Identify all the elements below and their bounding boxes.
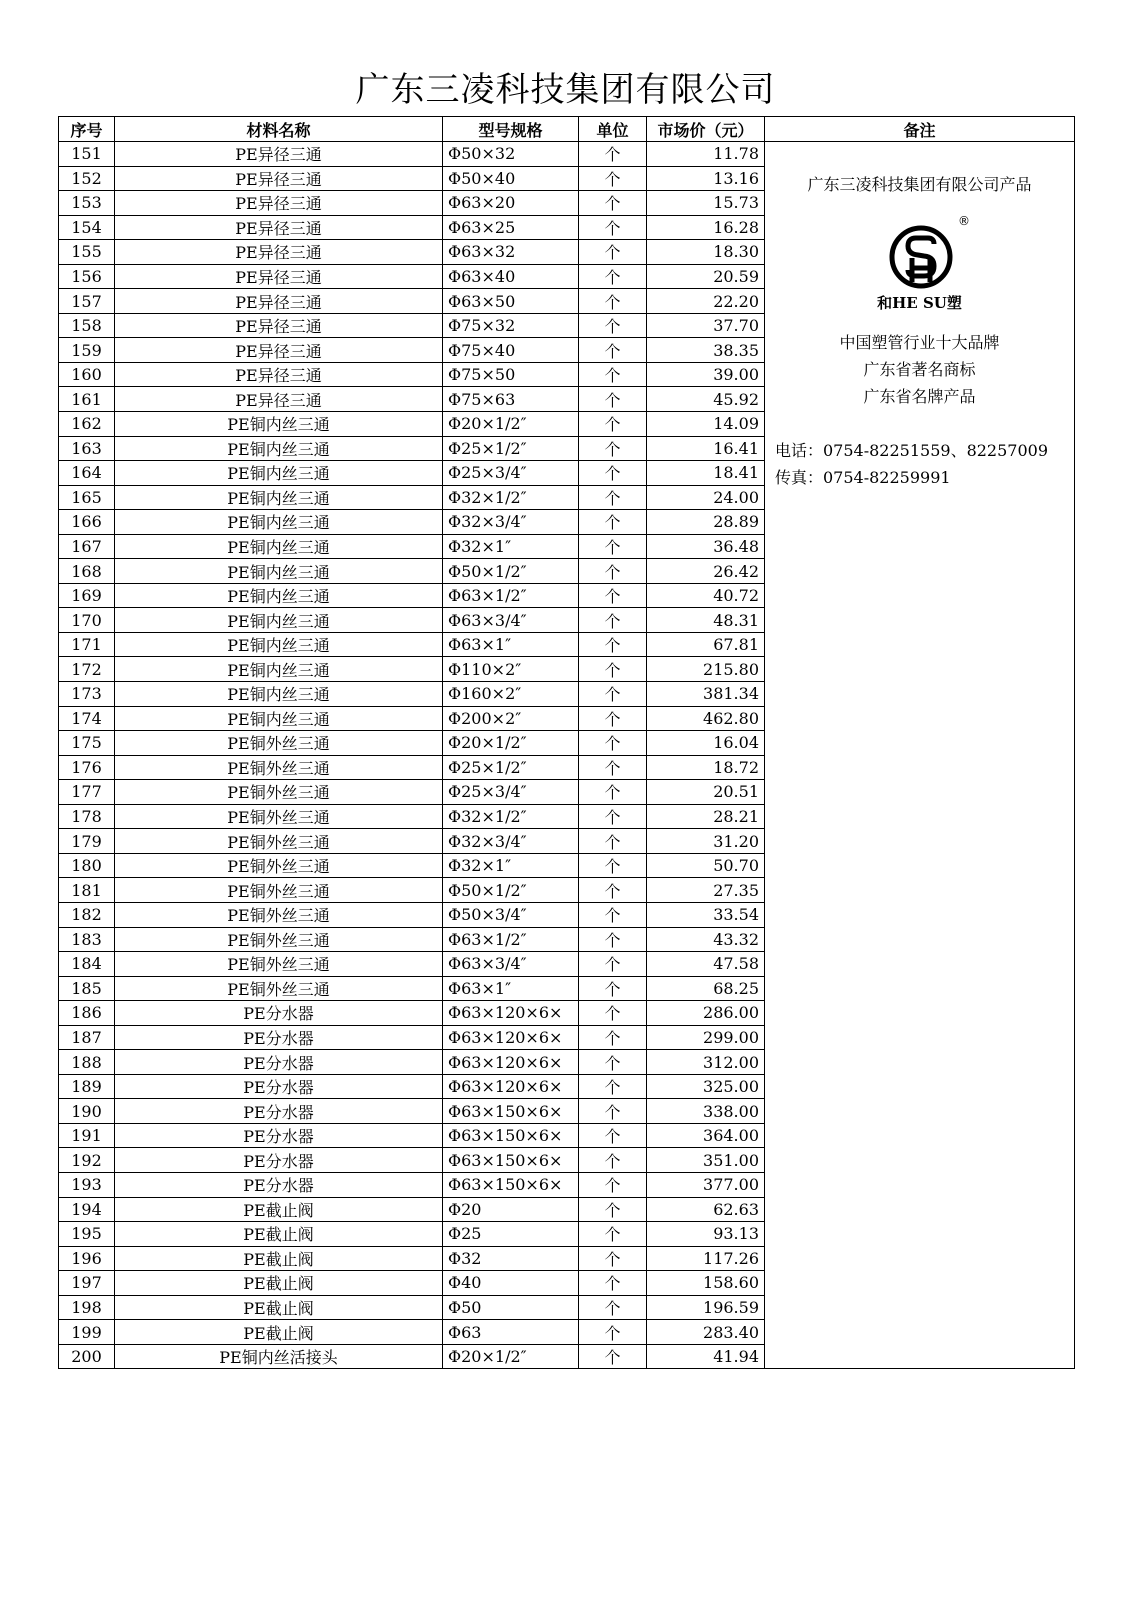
cell-name: PE异径三通	[115, 338, 443, 363]
cell-name: PE铜内丝三通	[115, 412, 443, 437]
cell-no: 161	[59, 387, 115, 412]
cell-name: PE异径三通	[115, 191, 443, 216]
cell-price: 15.73	[647, 191, 765, 216]
cell-unit: 个	[579, 731, 647, 756]
cell-no: 198	[59, 1295, 115, 1320]
cell-spec: Φ75×32	[443, 313, 579, 338]
cell-price: 27.35	[647, 878, 765, 903]
cell-name: PE分水器	[115, 1050, 443, 1075]
cell-no: 163	[59, 436, 115, 461]
cell-unit: 个	[579, 289, 647, 314]
cell-spec: Φ63×32	[443, 240, 579, 265]
cell-unit: 个	[579, 1025, 647, 1050]
cell-no: 197	[59, 1271, 115, 1296]
cell-unit: 个	[579, 436, 647, 461]
cell-no: 196	[59, 1246, 115, 1271]
cell-unit: 个	[579, 412, 647, 437]
cell-unit: 个	[579, 1099, 647, 1124]
cell-price: 37.70	[647, 313, 765, 338]
cell-spec: Φ20×1/2″	[443, 1344, 579, 1369]
cell-name: PE铜外丝三通	[115, 976, 443, 1001]
cell-price: 67.81	[647, 632, 765, 657]
cell-price: 338.00	[647, 1099, 765, 1124]
cell-spec: Φ32	[443, 1246, 579, 1271]
cell-no: 154	[59, 215, 115, 240]
cell-spec: Φ25×1/2″	[443, 436, 579, 461]
cell-no: 171	[59, 632, 115, 657]
cell-unit: 个	[579, 1197, 647, 1222]
cell-spec: Φ200×2″	[443, 706, 579, 731]
cell-spec: Φ75×50	[443, 362, 579, 387]
cell-no: 187	[59, 1025, 115, 1050]
cell-unit: 个	[579, 608, 647, 633]
cell-spec: Φ32×1/2″	[443, 485, 579, 510]
cell-name: PE异径三通	[115, 313, 443, 338]
cell-unit: 个	[579, 1246, 647, 1271]
cell-name: PE分水器	[115, 1172, 443, 1197]
cell-no: 176	[59, 755, 115, 780]
cell-unit: 个	[579, 1172, 647, 1197]
header-unit: 单位	[579, 117, 647, 142]
cell-name: PE铜外丝三通	[115, 902, 443, 927]
cell-no: 199	[59, 1320, 115, 1345]
remarks-fax: 传真：0754-82259991	[775, 468, 951, 487]
remarks-phone: 电话：0754-82251559、82257009	[775, 441, 1049, 460]
cell-no: 181	[59, 878, 115, 903]
cell-spec: Φ25×3/4″	[443, 461, 579, 486]
cell-unit: 个	[579, 1001, 647, 1026]
cell-price: 62.63	[647, 1197, 765, 1222]
cell-unit: 个	[579, 1295, 647, 1320]
cell-price: 28.21	[647, 804, 765, 829]
cell-no: 183	[59, 927, 115, 952]
cell-name: PE铜内丝三通	[115, 583, 443, 608]
cell-no: 179	[59, 829, 115, 854]
cell-price: 41.94	[647, 1344, 765, 1369]
cell-unit: 个	[579, 559, 647, 584]
cell-spec: Φ20	[443, 1197, 579, 1222]
cell-unit: 个	[579, 853, 647, 878]
cell-no: 192	[59, 1148, 115, 1173]
cell-unit: 个	[579, 1074, 647, 1099]
cell-unit: 个	[579, 362, 647, 387]
cell-name: PE分水器	[115, 1123, 443, 1148]
cell-no: 158	[59, 313, 115, 338]
cell-unit: 个	[579, 1050, 647, 1075]
cell-price: 38.35	[647, 338, 765, 363]
cell-spec: Φ32×1″	[443, 534, 579, 559]
cell-no: 152	[59, 166, 115, 191]
cell-name: PE铜外丝三通	[115, 853, 443, 878]
cell-price: 40.72	[647, 583, 765, 608]
cell-price: 18.41	[647, 461, 765, 486]
cell-price: 50.70	[647, 853, 765, 878]
cell-price: 16.28	[647, 215, 765, 240]
cell-name: PE铜外丝三通	[115, 755, 443, 780]
cell-price: 286.00	[647, 1001, 765, 1026]
cell-unit: 个	[579, 902, 647, 927]
cell-price: 43.32	[647, 927, 765, 952]
cell-unit: 个	[579, 142, 647, 167]
cell-spec: Φ63×25	[443, 215, 579, 240]
cell-name: PE截止阀	[115, 1222, 443, 1247]
cell-name: PE铜内丝三通	[115, 534, 443, 559]
cell-spec: Φ63×1″	[443, 976, 579, 1001]
cell-price: 16.04	[647, 731, 765, 756]
cell-unit: 个	[579, 632, 647, 657]
cell-name: PE截止阀	[115, 1320, 443, 1345]
cell-unit: 个	[579, 1148, 647, 1173]
cell-price: 36.48	[647, 534, 765, 559]
cell-spec: Φ50×1/2″	[443, 559, 579, 584]
cell-spec: Φ20×1/2″	[443, 731, 579, 756]
cell-name: PE铜内丝三通	[115, 461, 443, 486]
cell-unit: 个	[579, 387, 647, 412]
cell-price: 462.80	[647, 706, 765, 731]
cell-spec: Φ63×120×6×	[443, 1025, 579, 1050]
cell-no: 169	[59, 583, 115, 608]
cell-name: PE铜内丝三通	[115, 682, 443, 707]
cell-spec: Φ63×1″	[443, 632, 579, 657]
cell-spec: Φ50×1/2″	[443, 878, 579, 903]
cell-spec: Φ75×63	[443, 387, 579, 412]
cell-price: 13.16	[647, 166, 765, 191]
cell-name: PE异径三通	[115, 387, 443, 412]
cell-name: PE铜内丝三通	[115, 485, 443, 510]
cell-price: 28.89	[647, 510, 765, 535]
cell-unit: 个	[579, 755, 647, 780]
cell-no: 170	[59, 608, 115, 633]
cell-unit: 个	[579, 878, 647, 903]
cell-no: 175	[59, 731, 115, 756]
cell-unit: 个	[579, 1123, 647, 1148]
cell-unit: 个	[579, 191, 647, 216]
cell-price: 196.59	[647, 1295, 765, 1320]
cell-price: 215.80	[647, 657, 765, 682]
cell-no: 156	[59, 264, 115, 289]
remarks-line-1: 中国塑管行业十大品牌	[839, 333, 1000, 352]
cell-spec: Φ50	[443, 1295, 579, 1320]
cell-name: PE分水器	[115, 1025, 443, 1050]
cell-no: 193	[59, 1172, 115, 1197]
cell-unit: 个	[579, 485, 647, 510]
cell-price: 31.20	[647, 829, 765, 854]
cell-unit: 个	[579, 264, 647, 289]
cell-name: PE铜外丝三通	[115, 731, 443, 756]
cell-name: PE铜内丝三通	[115, 608, 443, 633]
cell-spec: Φ50×3/4″	[443, 902, 579, 927]
header-remarks: 备注	[765, 117, 1075, 142]
cell-no: 194	[59, 1197, 115, 1222]
cell-unit: 个	[579, 1320, 647, 1345]
cell-spec: Φ63×50	[443, 289, 579, 314]
cell-spec: Φ63×1/2″	[443, 927, 579, 952]
cell-unit: 个	[579, 829, 647, 854]
cell-name: PE铜内丝三通	[115, 436, 443, 461]
cell-price: 312.00	[647, 1050, 765, 1075]
cell-unit: 个	[579, 534, 647, 559]
cell-spec: Φ20×1/2″	[443, 412, 579, 437]
cell-no: 185	[59, 976, 115, 1001]
cell-unit: 个	[579, 927, 647, 952]
cell-price: 33.54	[647, 902, 765, 927]
cell-no: 167	[59, 534, 115, 559]
cell-price: 47.58	[647, 952, 765, 977]
cell-spec: Φ32×3/4″	[443, 829, 579, 854]
cell-price: 68.25	[647, 976, 765, 1001]
cell-price: 45.92	[647, 387, 765, 412]
cell-name: PE截止阀	[115, 1246, 443, 1271]
cell-price: 24.00	[647, 485, 765, 510]
cell-unit: 个	[579, 313, 647, 338]
header-no: 序号	[59, 117, 115, 142]
cell-name: PE异径三通	[115, 166, 443, 191]
table-body	[59, 142, 1075, 1369]
cell-spec: Φ50×32	[443, 142, 579, 167]
cell-no: 159	[59, 338, 115, 363]
cell-name: PE铜外丝三通	[115, 804, 443, 829]
cell-price: 20.51	[647, 780, 765, 805]
cell-no: 173	[59, 682, 115, 707]
cell-price: 26.42	[647, 559, 765, 584]
cell-no: 168	[59, 559, 115, 584]
cell-unit: 个	[579, 657, 647, 682]
cell-price: 22.20	[647, 289, 765, 314]
cell-spec: Φ32×3/4″	[443, 510, 579, 535]
cell-spec: Φ63×120×6×	[443, 1074, 579, 1099]
cell-price: 14.09	[647, 412, 765, 437]
cell-unit: 个	[579, 682, 647, 707]
remarks-brand: 和HE SU塑	[877, 294, 962, 312]
cell-unit: 个	[579, 461, 647, 486]
cell-name: PE异径三通	[115, 240, 443, 265]
cell-price: 364.00	[647, 1123, 765, 1148]
cell-name: PE异径三通	[115, 289, 443, 314]
cell-unit: 个	[579, 706, 647, 731]
header-name: 材料名称	[115, 117, 443, 142]
cell-spec: Φ25×1/2″	[443, 755, 579, 780]
cell-name: PE铜外丝三通	[115, 780, 443, 805]
sh-circle-logo-icon	[888, 224, 954, 290]
cell-name: PE异径三通	[115, 142, 443, 167]
cell-spec: Φ75×40	[443, 338, 579, 363]
header-price: 市场价（元）	[647, 117, 765, 142]
cell-no: 164	[59, 461, 115, 486]
cell-no: 178	[59, 804, 115, 829]
cell-spec: Φ63×120×6×	[443, 1050, 579, 1075]
cell-no: 165	[59, 485, 115, 510]
cell-spec: Φ160×2″	[443, 682, 579, 707]
cell-price: 93.13	[647, 1222, 765, 1247]
cell-no: 191	[59, 1123, 115, 1148]
cell-price: 377.00	[647, 1172, 765, 1197]
cell-name: PE铜内丝活接头	[115, 1344, 443, 1369]
cell-unit: 个	[579, 804, 647, 829]
cell-no: 174	[59, 706, 115, 731]
table-row	[59, 142, 1075, 167]
cell-name: PE截止阀	[115, 1295, 443, 1320]
cell-spec: Φ32×1″	[443, 853, 579, 878]
cell-spec: Φ63×150×6×	[443, 1172, 579, 1197]
cell-price: 325.00	[647, 1074, 765, 1099]
cell-unit: 个	[579, 583, 647, 608]
cell-no: 162	[59, 412, 115, 437]
cell-no: 190	[59, 1099, 115, 1124]
cell-unit: 个	[579, 1271, 647, 1296]
cell-price: 158.60	[647, 1271, 765, 1296]
cell-name: PE异径三通	[115, 362, 443, 387]
header-row	[59, 117, 1075, 142]
cell-spec: Φ63×150×6×	[443, 1148, 579, 1173]
cell-unit: 个	[579, 240, 647, 265]
cell-price: 48.31	[647, 608, 765, 633]
cell-spec: Φ63×3/4″	[443, 608, 579, 633]
cell-no: 172	[59, 657, 115, 682]
cell-spec: Φ63×150×6×	[443, 1099, 579, 1124]
cell-price: 11.78	[647, 142, 765, 167]
cell-spec: Φ63×20	[443, 191, 579, 216]
registered-mark: ®	[958, 214, 970, 228]
cell-name: PE截止阀	[115, 1197, 443, 1222]
cell-name: PE铜外丝三通	[115, 952, 443, 977]
cell-price: 299.00	[647, 1025, 765, 1050]
cell-spec: Φ25×3/4″	[443, 780, 579, 805]
cell-no: 160	[59, 362, 115, 387]
cell-spec: Φ50×40	[443, 166, 579, 191]
cell-spec: Φ63×1/2″	[443, 583, 579, 608]
cell-no: 166	[59, 510, 115, 535]
cell-name: PE铜内丝三通	[115, 706, 443, 731]
cell-no: 182	[59, 902, 115, 927]
cell-name: PE异径三通	[115, 215, 443, 240]
cell-spec: Φ63×3/4″	[443, 952, 579, 977]
cell-name: PE分水器	[115, 1099, 443, 1124]
cell-spec: Φ63×120×6×	[443, 1001, 579, 1026]
cell-name: PE分水器	[115, 1148, 443, 1173]
cell-no: 189	[59, 1074, 115, 1099]
cell-name: PE铜内丝三通	[115, 559, 443, 584]
header-spec: 型号规格	[443, 117, 579, 142]
cell-price: 39.00	[647, 362, 765, 387]
cell-spec: Φ110×2″	[443, 657, 579, 682]
cell-no: 153	[59, 191, 115, 216]
cell-spec: Φ63×40	[443, 264, 579, 289]
remarks-cell	[765, 142, 1075, 1369]
remarks-box	[770, 142, 1069, 1368]
cell-spec: Φ63×150×6×	[443, 1123, 579, 1148]
cell-price: 16.41	[647, 436, 765, 461]
cell-name: PE分水器	[115, 1074, 443, 1099]
price-table	[58, 116, 1075, 1369]
cell-spec: Φ63	[443, 1320, 579, 1345]
cell-name: PE铜外丝三通	[115, 829, 443, 854]
cell-unit: 个	[579, 1344, 647, 1369]
cell-name: PE铜内丝三通	[115, 657, 443, 682]
cell-no: 186	[59, 1001, 115, 1026]
cell-unit: 个	[579, 215, 647, 240]
cell-name: PE铜内丝三通	[115, 510, 443, 535]
cell-price: 351.00	[647, 1148, 765, 1173]
cell-name: PE铜外丝三通	[115, 927, 443, 952]
cell-name: PE截止阀	[115, 1271, 443, 1296]
cell-price: 381.34	[647, 682, 765, 707]
cell-unit: 个	[579, 780, 647, 805]
cell-no: 184	[59, 952, 115, 977]
cell-no: 157	[59, 289, 115, 314]
cell-no: 200	[59, 1344, 115, 1369]
cell-price: 18.30	[647, 240, 765, 265]
cell-unit: 个	[579, 338, 647, 363]
cell-unit: 个	[579, 166, 647, 191]
cell-no: 195	[59, 1222, 115, 1247]
cell-no: 155	[59, 240, 115, 265]
cell-name: PE铜内丝三通	[115, 632, 443, 657]
cell-price: 283.40	[647, 1320, 765, 1345]
cell-unit: 个	[579, 1222, 647, 1247]
cell-unit: 个	[579, 510, 647, 535]
cell-no: 180	[59, 853, 115, 878]
cell-name: PE分水器	[115, 1001, 443, 1026]
cell-spec: Φ25	[443, 1222, 579, 1247]
cell-price: 117.26	[647, 1246, 765, 1271]
cell-spec: Φ40	[443, 1271, 579, 1296]
cell-no: 177	[59, 780, 115, 805]
cell-spec: Φ32×1/2″	[443, 804, 579, 829]
remarks-line-2: 广东省著名商标	[863, 360, 976, 379]
cell-unit: 个	[579, 976, 647, 1001]
cell-price: 18.72	[647, 755, 765, 780]
page-title: 广东三凌科技集团有限公司	[355, 70, 776, 110]
remarks-line-3: 广东省名牌产品	[863, 387, 976, 406]
cell-name: PE铜外丝三通	[115, 878, 443, 903]
cell-price: 20.59	[647, 264, 765, 289]
remarks-company: 广东三凌科技集团有限公司产品	[807, 175, 1032, 194]
cell-no: 151	[59, 142, 115, 167]
cell-name: PE异径三通	[115, 264, 443, 289]
cell-no: 188	[59, 1050, 115, 1075]
cell-unit: 个	[579, 952, 647, 977]
